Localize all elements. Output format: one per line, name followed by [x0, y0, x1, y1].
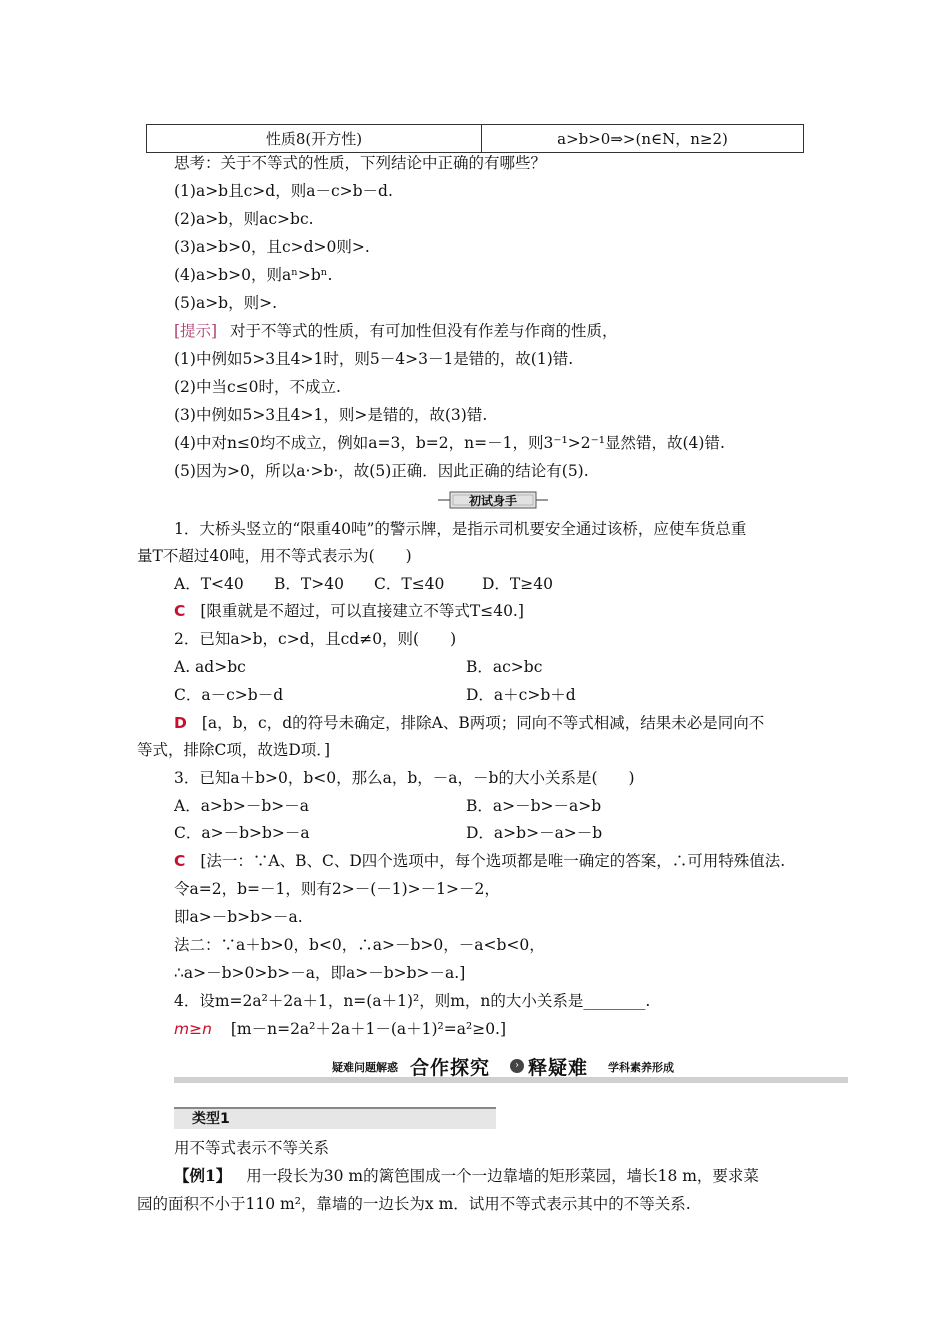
q3-explain-3: 即a>－b>b>－a.: [174, 908, 303, 926]
think-item-2: (2)a>b，则ac>bc.: [174, 210, 314, 228]
q4-stem: 4．设m=2a²＋2a＋1，n=(a＋1)²，则m，n的大小关系是________.: [174, 992, 651, 1010]
section-title: 用不等式表示不等关系: [174, 1139, 330, 1157]
type-label: 类型1: [192, 1111, 230, 1127]
q2-explain-1: [a，b，c，d的符号未确定，排除A、B两项；同向不等式相减，结果未必是同向不: [201, 714, 765, 732]
q3-option-d: D．a>b>－a>－b: [466, 824, 603, 842]
section-banner-trial: [438, 490, 548, 510]
q3-explain-1: [法一：∵A、B、C、D四个选项中，每个选项都是唯一确定的答案，∴可用特殊值法.: [200, 852, 786, 870]
banner-left-caption: 疑难问题解惑: [332, 1061, 398, 1074]
q1-answer: C: [174, 602, 186, 620]
q3-explain-4: 法二：∵a＋b>0，b<0，∴a>－b>0，－a<b<0，: [174, 936, 545, 954]
q2-explain-2: 等式，排除C项，故选D项．]: [137, 741, 331, 759]
q2-answer-line: [174, 713, 764, 733]
example-line-1: [174, 1166, 759, 1186]
banner-underline: [174, 1077, 848, 1083]
think-item-1: (1)a>b且c>d，则a－c>b－d.: [174, 182, 393, 200]
q1-option-b: B．T>40: [274, 575, 344, 593]
example-text-1: 用一段长为30 m的篱笆围成一个一边靠墙的矩形菜园，墙长18 m，要求菜: [246, 1167, 759, 1185]
banner-trial-label: 初试身手: [468, 494, 518, 508]
hint-2: (2)中当c≤0时，不成立.: [174, 378, 341, 396]
q1-stem-2: 量T不超过40吨，用不等式表示为( ): [137, 547, 412, 565]
arrow-circle-icon: ›: [510, 1059, 524, 1073]
q1-option-d: D．T≥40: [482, 575, 553, 593]
think-item-5: (5)a>b，则>.: [174, 294, 278, 312]
example-label: 【例1】: [174, 1166, 232, 1185]
section-banner-cooperation: [174, 1053, 848, 1087]
hint-3: (3)中例如5>3且4>1，则>是错的，故(3)错.: [174, 406, 488, 424]
q3-answer: C: [174, 852, 186, 870]
q2-option-c: C．a－c>b－d: [174, 686, 284, 704]
example-line-2: 园的面积不小于110 m²，靠墙的一边长为x m．试用不等式表示其中的不等关系.: [137, 1195, 691, 1213]
q1-option-a: A．T<40: [174, 575, 244, 593]
banner-main-1: 合作探究: [410, 1057, 491, 1079]
q3-option-c: C．a>－b>b>－a: [174, 824, 310, 842]
q4-explain: [m－n=2a²＋2a＋1－(a＋1)²=a²≥0.]: [230, 1020, 507, 1038]
hint-text: 对于不等式的性质，有可加性但没有作差与作商的性质，: [230, 322, 618, 340]
q1-option-c: C．T≤40: [374, 575, 445, 593]
hint-5: (5)因为>0，所以a·>b·，故(5)正确．因此正确的结论有(5).: [174, 462, 589, 480]
property-table: [146, 124, 804, 153]
banner-right-caption: 学科素养形成: [608, 1061, 674, 1074]
q1-answer-line: [174, 601, 524, 621]
hint-label: [提示]: [174, 322, 218, 340]
property-name-cell: 性质8(开方性): [147, 125, 482, 153]
think-question: 思考：关于不等式的性质，下列结论中正确的有哪些？: [174, 154, 547, 172]
hint-1: (1)中例如5>3且4>1时，则5－4>3－1是错的，故(1)错.: [174, 350, 574, 368]
q4-answer: m≥n: [174, 1020, 212, 1038]
q3-option-a: A．a>b>－b>－a: [174, 797, 309, 815]
q1-stem-1: 1．大桥头竖立的“限重40吨”的警示牌，是指示司机要安全通过该桥，应使车货总重: [174, 520, 747, 538]
type-header-bar: [174, 1107, 496, 1129]
q3-stem: 3．已知a＋b>0，b<0，那么a，b，－a，－b的大小关系是( ): [174, 769, 635, 787]
q3-answer-line: [174, 851, 785, 871]
hint-line: [174, 321, 618, 341]
property-formula-cell: a>b>0⇒>(n∈N，n≥2): [482, 125, 804, 153]
think-item-3: (3)a>b>0，且c>d>0则>.: [174, 238, 370, 256]
q1-explain: [限重就是不超过，可以直接建立不等式T≤40.]: [200, 602, 524, 620]
q2-option-b: B．ac>bc: [466, 658, 543, 676]
hint-4: (4)中对n≤0均不成立，例如a=3，b=2，n=－1，则3⁻¹>2⁻¹显然错，故(4)错.: [174, 434, 725, 452]
q2-option-d: D．a＋c>b＋d: [466, 686, 576, 704]
q3-option-b: B．a>－b>－a>b: [466, 797, 602, 815]
q2-stem: 2．已知a>b，c>d，且cd≠0，则( ): [174, 630, 457, 648]
q4-answer-line: [174, 1019, 506, 1039]
q2-answer: D: [174, 714, 187, 732]
q2-option-a: A. ad>bc: [174, 658, 246, 676]
q3-explain-5: ∴a>－b>0>b>－a，即a>－b>b>－a.]: [174, 964, 466, 982]
think-item-4: (4)a>b>0，则aⁿ>bⁿ.: [174, 266, 333, 284]
q3-explain-2: 令a=2，b=－1，则有2>－(－1)>－1>－2，: [174, 880, 500, 898]
banner-main-2: 释疑难: [528, 1057, 589, 1079]
